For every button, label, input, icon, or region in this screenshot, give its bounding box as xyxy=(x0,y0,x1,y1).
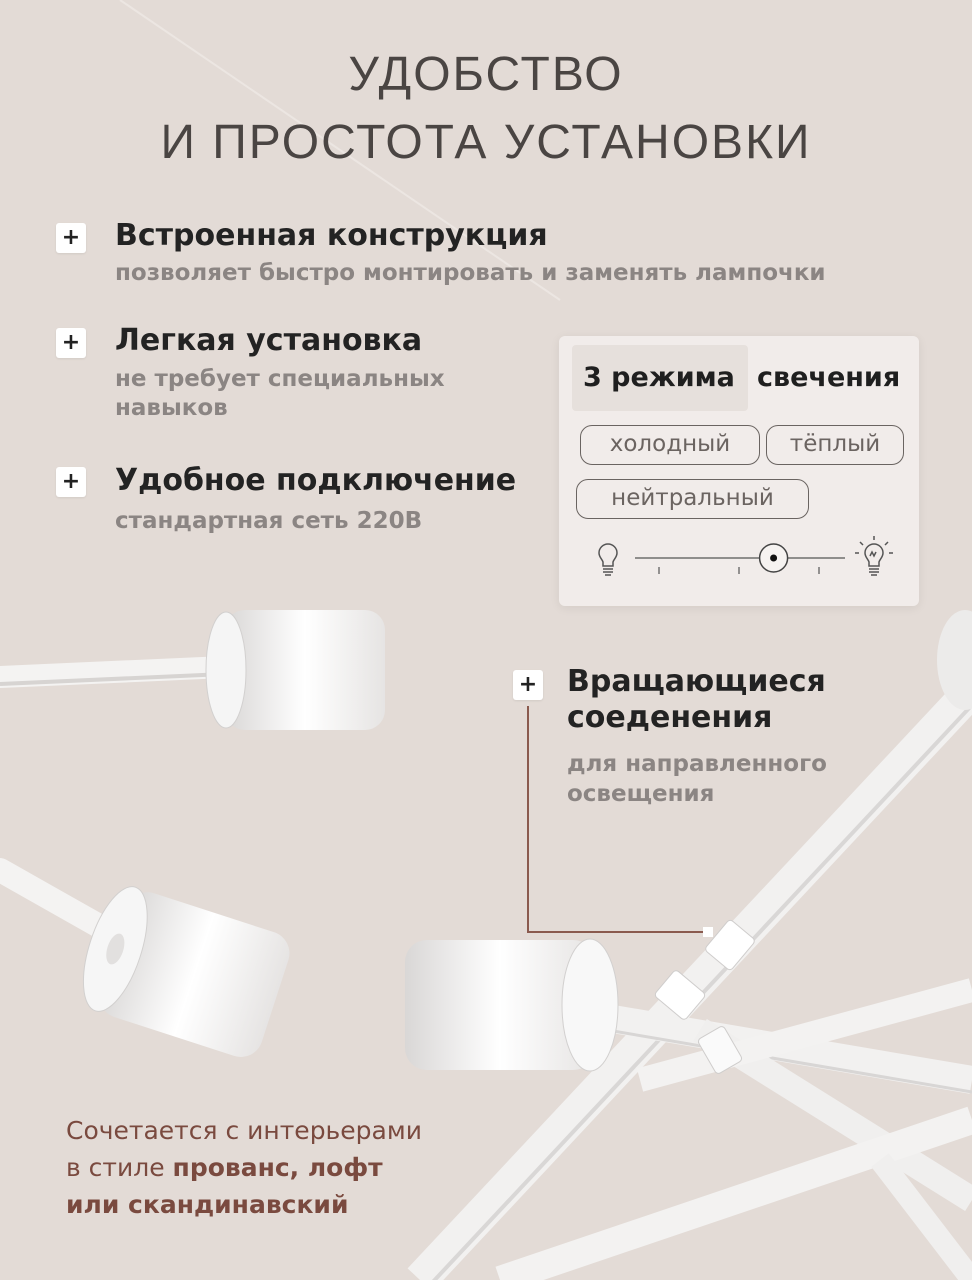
feature-subtitle: для направленного xyxy=(567,751,827,777)
feature-subtitle: не требует специальных xyxy=(115,366,445,392)
light-modes-card xyxy=(559,336,919,606)
feature-subtitle-line2: навыков xyxy=(115,395,228,421)
plus-icon: + xyxy=(56,328,86,358)
page-title: УДОБСТВО xyxy=(348,48,624,101)
footer-line2 xyxy=(66,1149,422,1186)
footer-line2-prefix: в стиле xyxy=(66,1153,173,1182)
footer-line3: или скандинавский xyxy=(66,1190,349,1219)
modes-label: свечения xyxy=(757,362,901,393)
plus-icon: + xyxy=(513,670,543,700)
modes-count: 3 режима xyxy=(583,362,735,393)
feature-title: Легкая установка xyxy=(115,323,423,358)
style-compatibility-note xyxy=(66,1112,422,1223)
brightness-slider[interactable] xyxy=(589,534,899,584)
feature-subtitle-line2: освещения xyxy=(567,781,715,807)
plus-icon: + xyxy=(56,223,86,253)
footer-line1: Сочетается с интерьерами xyxy=(66,1116,422,1145)
feature-title: Удобное подключение xyxy=(115,463,517,498)
lightbulb-off-icon xyxy=(599,544,617,575)
feature-title: Встроенная конструкция xyxy=(115,218,548,253)
feature-subtitle: стандартная сеть 220В xyxy=(115,508,423,534)
plus-icon: + xyxy=(56,467,86,497)
feature-title: Вращающиеся xyxy=(567,664,826,699)
mode-option-warm[interactable]: тёплый xyxy=(766,425,904,465)
mode-option-neutral[interactable]: нейтральный xyxy=(576,479,809,519)
mode-option-cold[interactable]: холодный xyxy=(580,425,760,465)
page-title-line2: И ПРОСТОТА УСТАНОВКИ xyxy=(160,116,812,169)
feature-title-line2: соеденения xyxy=(567,700,773,735)
feature-subtitle: позволяет быстро монтировать и заменять лампочки xyxy=(115,260,826,286)
footer-styles-bold: прованс, лофт xyxy=(172,1153,383,1182)
lightbulb-on-icon xyxy=(855,536,893,575)
slider-knob[interactable] xyxy=(760,544,788,572)
